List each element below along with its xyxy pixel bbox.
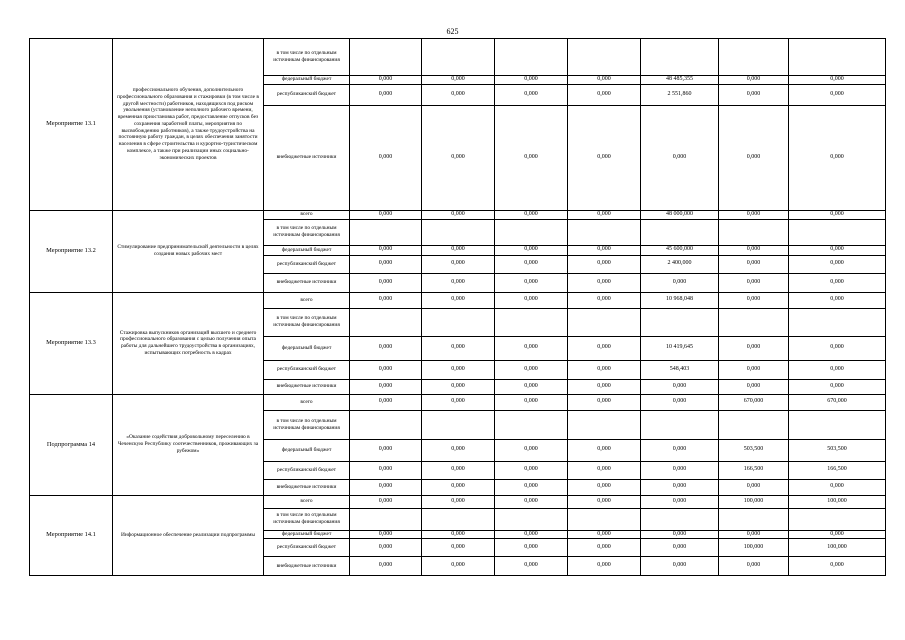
amount-cell: 0,000 [719, 210, 789, 219]
amount-cell: 0,000 [350, 210, 422, 219]
amount-cell: 0,000 [568, 479, 641, 495]
amount-cell [422, 308, 495, 336]
funding-source: внебюджетные источники [264, 273, 350, 292]
amount-cell [641, 308, 719, 336]
amount-cell [422, 410, 495, 439]
funding-source: всего [264, 394, 350, 410]
amount-cell: 0,000 [495, 76, 568, 85]
amount-cell: 0,000 [422, 360, 495, 379]
page-number: 625 [446, 27, 459, 36]
funding-source: федеральный бюджет [264, 245, 350, 255]
amount-cell: 0,000 [350, 439, 422, 461]
measure-label: Мероприятие 14.1 [30, 495, 113, 576]
amount-cell [568, 219, 641, 245]
amount-cell: 0,000 [350, 461, 422, 479]
amount-cell: 0,000 [350, 84, 422, 105]
amount-cell [350, 39, 422, 76]
amount-cell: 0,000 [719, 245, 789, 255]
amount-cell [719, 410, 789, 439]
amount-cell [495, 508, 568, 530]
amount-cell [789, 410, 886, 439]
amount-cell: 0,000 [789, 84, 886, 105]
amount-cell [719, 39, 789, 76]
amount-cell [350, 308, 422, 336]
amount-cell: 0,000 [350, 479, 422, 495]
amount-cell [495, 219, 568, 245]
amount-cell: 0,000 [495, 539, 568, 557]
funding-source: республиканский бюджет [264, 84, 350, 105]
amount-cell: 0,000 [641, 530, 719, 539]
amount-cell: 0,000 [422, 273, 495, 292]
amount-cell [422, 219, 495, 245]
amount-cell: 0,000 [422, 245, 495, 255]
amount-cell: 0,000 [495, 439, 568, 461]
table-row [30, 292, 886, 308]
amount-cell: 0,000 [568, 76, 641, 85]
funding-source: республиканский бюджет [264, 360, 350, 379]
amount-cell: 10 968,048 [641, 292, 719, 308]
amount-cell: 0,000 [350, 245, 422, 255]
measure-description: Стажировка выпускников организаций высшего и среднего профессионального образования с целью получения опыта работы для дальнейшего трудоустройства в организациях, испытывающих потребность в кадрах [113, 292, 264, 394]
amount-cell: 0,000 [568, 273, 641, 292]
amount-cell: 100,000 [719, 539, 789, 557]
amount-cell: 0,000 [641, 379, 719, 394]
amount-cell: 0,000 [568, 105, 641, 210]
amount-cell: 0,000 [350, 530, 422, 539]
funding-source: внебюджетные источники [264, 479, 350, 495]
measure-description: Стимулирование предпринимательской деятельности в целях создания новых рабочих мест [113, 210, 264, 292]
amount-cell: 0,000 [422, 105, 495, 210]
funding-source: в том числе по отдельным источникам финансирования [264, 508, 350, 530]
amount-cell: 0,000 [350, 360, 422, 379]
amount-cell: 670,000 [719, 394, 789, 410]
amount-cell: 0,000 [422, 539, 495, 557]
amount-cell: 0,000 [641, 539, 719, 557]
amount-cell [495, 308, 568, 336]
amount-cell: 0,000 [789, 76, 886, 85]
amount-cell: 2 551,860 [641, 84, 719, 105]
amount-cell: 548,403 [641, 360, 719, 379]
amount-cell: 0,000 [789, 273, 886, 292]
amount-cell: 0,000 [495, 105, 568, 210]
amount-cell [568, 308, 641, 336]
amount-cell: 0,000 [350, 394, 422, 410]
amount-cell: 0,000 [495, 530, 568, 539]
amount-cell: 0,000 [422, 336, 495, 360]
amount-cell: 2 400,000 [641, 255, 719, 273]
amount-cell [422, 39, 495, 76]
amount-cell: 0,000 [719, 530, 789, 539]
amount-cell [719, 219, 789, 245]
amount-cell [568, 39, 641, 76]
measure-label: Подпрограмма 14 [30, 394, 113, 495]
amount-cell: 100,000 [789, 495, 886, 508]
funding-source: республиканский бюджет [264, 461, 350, 479]
amount-cell: 0,000 [789, 336, 886, 360]
measure-description: Информационное обеспечение реализации подпрограммы [113, 495, 264, 576]
table-row [30, 210, 886, 219]
amount-cell: 166,500 [719, 461, 789, 479]
amount-cell: 48 485,355 [641, 76, 719, 85]
amount-cell: 0,000 [422, 210, 495, 219]
amount-cell [350, 219, 422, 245]
amount-cell: 0,000 [495, 495, 568, 508]
amount-cell [568, 410, 641, 439]
amount-cell: 0,000 [350, 292, 422, 308]
amount-cell: 0,000 [789, 557, 886, 576]
amount-cell: 0,000 [789, 360, 886, 379]
amount-cell: 0,000 [422, 76, 495, 85]
amount-cell: 10 419,645 [641, 336, 719, 360]
amount-cell: 0,000 [719, 84, 789, 105]
amount-cell: 0,000 [568, 336, 641, 360]
amount-cell: 0,000 [719, 292, 789, 308]
amount-cell: 0,000 [789, 292, 886, 308]
amount-cell: 0,000 [568, 255, 641, 273]
measure-label: Мероприятие 13.1 [30, 39, 113, 211]
amount-cell [495, 39, 568, 76]
amount-cell: 0,000 [641, 461, 719, 479]
amount-cell: 0,000 [789, 245, 886, 255]
amount-cell: 0,000 [350, 76, 422, 85]
amount-cell: 0,000 [422, 394, 495, 410]
amount-cell: 0,000 [568, 210, 641, 219]
amount-cell: 100,000 [719, 495, 789, 508]
amount-cell: 0,000 [568, 461, 641, 479]
amount-cell: 503,500 [789, 439, 886, 461]
amount-cell: 0,000 [350, 255, 422, 273]
measure-description: «Оказание содействия добровольному переселению в Чеченскую Республику соотечественников, проживающих за рубежом» [113, 394, 264, 495]
funding-source: в том числе по отдельным источникам финансирования [264, 410, 350, 439]
amount-cell: 0,000 [495, 84, 568, 105]
amount-cell: 0,000 [641, 105, 719, 210]
amount-cell: 0,000 [568, 530, 641, 539]
amount-cell: 0,000 [641, 439, 719, 461]
amount-cell: 100,000 [789, 539, 886, 557]
amount-cell: 0,000 [789, 479, 886, 495]
amount-cell [789, 219, 886, 245]
amount-cell: 0,000 [568, 379, 641, 394]
amount-cell [641, 508, 719, 530]
amount-cell: 0,000 [789, 379, 886, 394]
amount-cell: 0,000 [641, 557, 719, 576]
amount-cell [422, 508, 495, 530]
amount-cell: 0,000 [422, 84, 495, 105]
amount-cell: 0,000 [719, 336, 789, 360]
amount-cell: 0,000 [719, 479, 789, 495]
amount-cell: 0,000 [789, 105, 886, 210]
amount-cell [789, 308, 886, 336]
funding-source: республиканский бюджет [264, 539, 350, 557]
amount-cell: 0,000 [422, 255, 495, 273]
amount-cell: 0,000 [568, 84, 641, 105]
amount-cell: 0,000 [568, 495, 641, 508]
amount-cell [719, 508, 789, 530]
amount-cell: 0,000 [350, 273, 422, 292]
funding-source: федеральный бюджет [264, 336, 350, 360]
amount-cell: 670,000 [789, 394, 886, 410]
amount-cell: 503,500 [719, 439, 789, 461]
funding-source: в том числе по отдельным источникам финансирования [264, 39, 350, 76]
amount-cell: 0,000 [568, 394, 641, 410]
amount-cell: 0,000 [495, 292, 568, 308]
funding-table [29, 38, 886, 576]
amount-cell [641, 219, 719, 245]
amount-cell: 0,000 [495, 479, 568, 495]
amount-cell [719, 308, 789, 336]
funding-source: федеральный бюджет [264, 76, 350, 85]
amount-cell: 0,000 [495, 557, 568, 576]
amount-cell [789, 39, 886, 76]
funding-source: внебюджетные источники [264, 379, 350, 394]
funding-source: внебюджетные источники [264, 105, 350, 210]
amount-cell: 0,000 [641, 273, 719, 292]
funding-source: федеральный бюджет [264, 439, 350, 461]
amount-cell: 0,000 [495, 273, 568, 292]
amount-cell: 0,000 [719, 360, 789, 379]
amount-cell: 0,000 [422, 495, 495, 508]
amount-cell: 0,000 [719, 273, 789, 292]
amount-cell: 0,000 [495, 379, 568, 394]
amount-cell: 0,000 [350, 557, 422, 576]
amount-cell: 0,000 [350, 105, 422, 210]
amount-cell: 0,000 [719, 105, 789, 210]
amount-cell: 0,000 [641, 479, 719, 495]
funding-source: всего [264, 495, 350, 508]
amount-cell: 0,000 [495, 245, 568, 255]
amount-cell: 0,000 [422, 479, 495, 495]
amount-cell: 0,000 [350, 379, 422, 394]
funding-source: в том числе по отдельным источникам финансирования [264, 219, 350, 245]
amount-cell: 0,000 [641, 394, 719, 410]
table-row [30, 495, 886, 508]
amount-cell: 0,000 [568, 439, 641, 461]
amount-cell [350, 508, 422, 530]
amount-cell: 0,000 [568, 360, 641, 379]
amount-cell: 0,000 [495, 360, 568, 379]
amount-cell [350, 410, 422, 439]
amount-cell: 0,000 [719, 557, 789, 576]
amount-cell [495, 410, 568, 439]
amount-cell: 0,000 [568, 245, 641, 255]
amount-cell: 0,000 [568, 292, 641, 308]
table-row [30, 394, 886, 410]
funding-source: федеральный бюджет [264, 530, 350, 539]
amount-cell: 0,000 [495, 394, 568, 410]
amount-cell: 0,000 [568, 539, 641, 557]
amount-cell: 0,000 [719, 76, 789, 85]
amount-cell [789, 508, 886, 530]
funding-source: в том числе по отдельным источникам финансирования [264, 308, 350, 336]
amount-cell: 0,000 [719, 255, 789, 273]
amount-cell [641, 410, 719, 439]
amount-cell: 48 000,000 [641, 210, 719, 219]
amount-cell: 0,000 [789, 530, 886, 539]
measure-label: Мероприятие 13.3 [30, 292, 113, 394]
amount-cell: 0,000 [422, 379, 495, 394]
amount-cell: 0,000 [350, 495, 422, 508]
amount-cell: 0,000 [495, 210, 568, 219]
funding-source: внебюджетные источники [264, 557, 350, 576]
amount-cell: 0,000 [568, 557, 641, 576]
funding-source: всего [264, 210, 350, 219]
measure-label: Мероприятие 13.2 [30, 210, 113, 292]
amount-cell: 0,000 [789, 255, 886, 273]
amount-cell: 0,000 [789, 210, 886, 219]
amount-cell: 0,000 [495, 255, 568, 273]
amount-cell: 0,000 [719, 379, 789, 394]
amount-cell: 0,000 [422, 461, 495, 479]
amount-cell: 0,000 [422, 557, 495, 576]
measure-description: профессионального обучения, дополнительного профессионального образования и стажировки (в том числе в другой местности) работников, находящихся под риском увольнения (установление неполного рабочего времени, временная приостановка работ, предоставление отпусков без сохранения заработной платы, мероприятия по высвобождению работников), а также трудоустройства на постоянную работу граждан, в целях обеспечения занятости населения в сфере строительства и курортно-туристическом комплексе, а также при реализации иных социально-экономических проектов [113, 39, 264, 211]
amount-cell: 0,000 [641, 495, 719, 508]
amount-cell: 0,000 [495, 461, 568, 479]
amount-cell: 0,000 [350, 336, 422, 360]
amount-cell: 0,000 [495, 336, 568, 360]
amount-cell: 0,000 [422, 292, 495, 308]
funding-source: республиканский бюджет [264, 255, 350, 273]
amount-cell [568, 508, 641, 530]
funding-source: всего [264, 292, 350, 308]
amount-cell: 0,000 [422, 530, 495, 539]
amount-cell [641, 39, 719, 76]
amount-cell: 166,500 [789, 461, 886, 479]
amount-cell: 0,000 [422, 439, 495, 461]
amount-cell: 45 600,000 [641, 245, 719, 255]
table-row [30, 39, 886, 76]
amount-cell: 0,000 [350, 539, 422, 557]
